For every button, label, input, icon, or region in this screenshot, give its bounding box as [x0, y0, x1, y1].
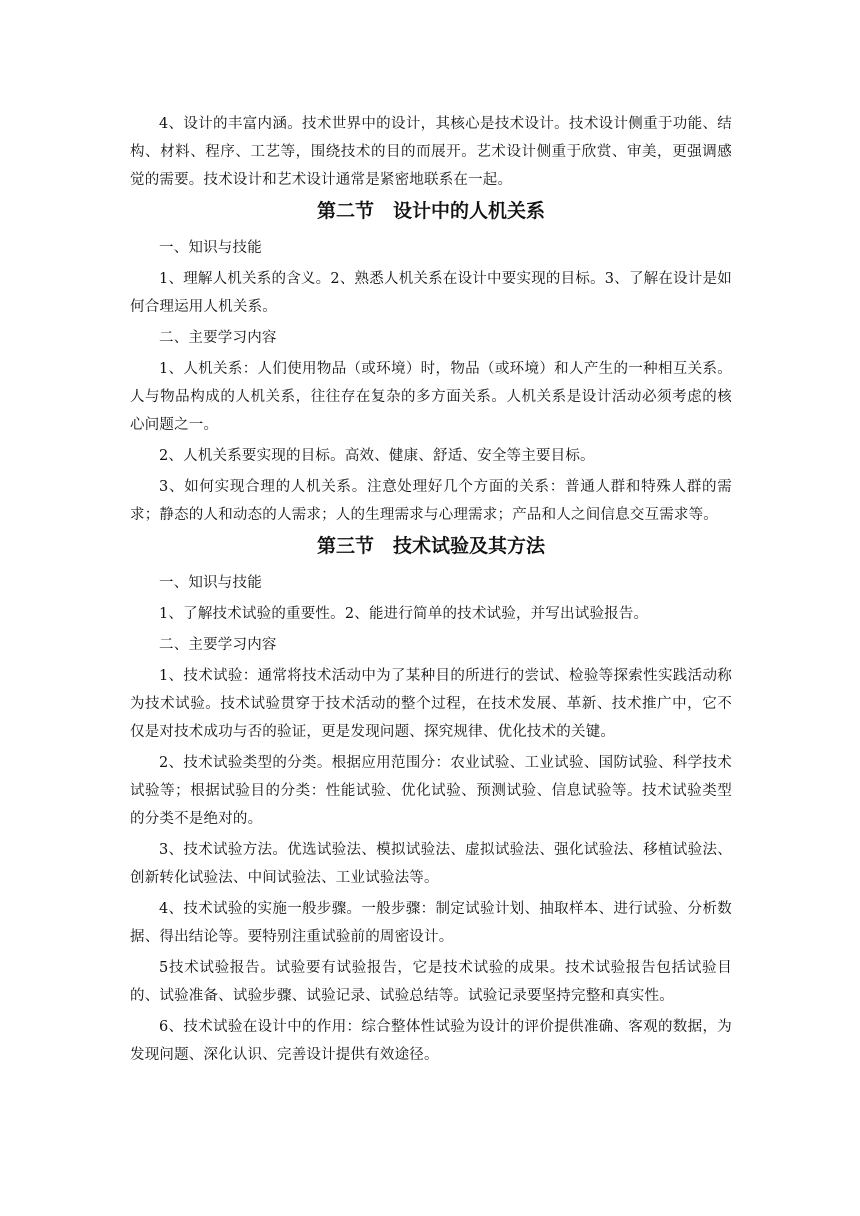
paragraph-technical-test: 1、技术试验：通常将技术活动中为了某种目的所进行的尝试、检验等探索性实践活动称为技术试验。技术试验贯穿于技术活动的整个过程，在技术发展、革新、技术推广中，它不仅是对技术成功与否的验证，更是发现问题、探究规律、优化技术的关键。: [130, 668, 732, 740]
paragraph-test-role: 6、技术试验在设计中的作用：综合整体性试验为设计的评价提供准确、客观的数据，为发现问题、深化认识、完善设计提供有效途径。: [130, 1019, 732, 1063]
subheading-main-content: 二、主要学习内容: [159, 330, 277, 346]
subheading-knowledge-skills: 一、知识与技能: [159, 240, 262, 256]
paragraph-human-machine-relation: 1、人机关系：人们使用物品（或环境）时，物品（或环境）和人产生的一种相互关系。人与物品构成的人机关系，往往存在复杂的多方面关系。人机关系是设计活动必须考虑的核心问题之一。: [130, 361, 732, 433]
paragraph-test-steps: 4、技术试验的实施一般步骤。一般步骤：制定试验计划、抽取样本、进行试验、分析数据、得出结论等。要特别注重试验前的周密设计。: [130, 901, 732, 945]
paragraph-reasonable-relation: 3、如何实现合理的人机关系。注意处理好几个方面的关系：普通人群和特殊人群的需求；静态的人和动态的人需求；人的生理需求与心理需求；产品和人之间信息交互需求等。: [130, 479, 732, 523]
subheading-main-content: 二、主要学习内容: [159, 637, 277, 653]
document-page: [130, 110, 732, 1069]
paragraph-objectives: 1、了解技术试验的重要性。2、能进行简单的技术试验，并写出试验报告。: [159, 606, 649, 622]
paragraph-test-types: 2、技术试验类型的分类。根据应用范围分：农业试验、工业试验、国防试验、科学技术试验等；根据试验目的分类：性能试验、优化试验、预测试验、信息试验等。技术试验类型的分类不是绝对的。: [130, 755, 732, 827]
section-heading-human-machine: 第二节 设计中的人机关系: [316, 200, 545, 222]
paragraph-test-report: 5技术试验报告。试验要有试验报告，它是技术试验的成果。技术试验报告包括试验目的、试验准备、试验步骤、试验记录、试验总结等。试验记录要坚持完整和真实性。: [130, 960, 732, 1004]
subheading-knowledge-skills: 一、知识与技能: [159, 575, 262, 591]
paragraph-design-connotation: 4、设计的丰富内涵。技术世界中的设计，其核心是技术设计。技术设计侧重于功能、结构、材料、程序、工艺等，围绕技术的目的而展开。艺术设计侧重于欣赏、审美，更强调感觉的需要。技术设计和艺术设计通常是紧密地联系在一起。: [130, 116, 732, 188]
paragraph-test-methods: 3、技术试验方法。优选试验法、模拟试验法、虚拟试验法、强化试验法、移植试验法、创新转化试验法、中间试验法、工业试验法等。: [130, 842, 732, 886]
section-heading-technical-testing: 第三节 技术试验及其方法: [316, 535, 545, 557]
paragraph-objectives: 1、理解人机关系的含义。2、熟悉人机关系在设计中要实现的目标。3、了解在设计是如何合理运用人机关系。: [130, 271, 732, 315]
paragraph-goals: 2、人机关系要实现的目标。高效、健康、舒适、安全等主要目标。: [159, 448, 595, 464]
